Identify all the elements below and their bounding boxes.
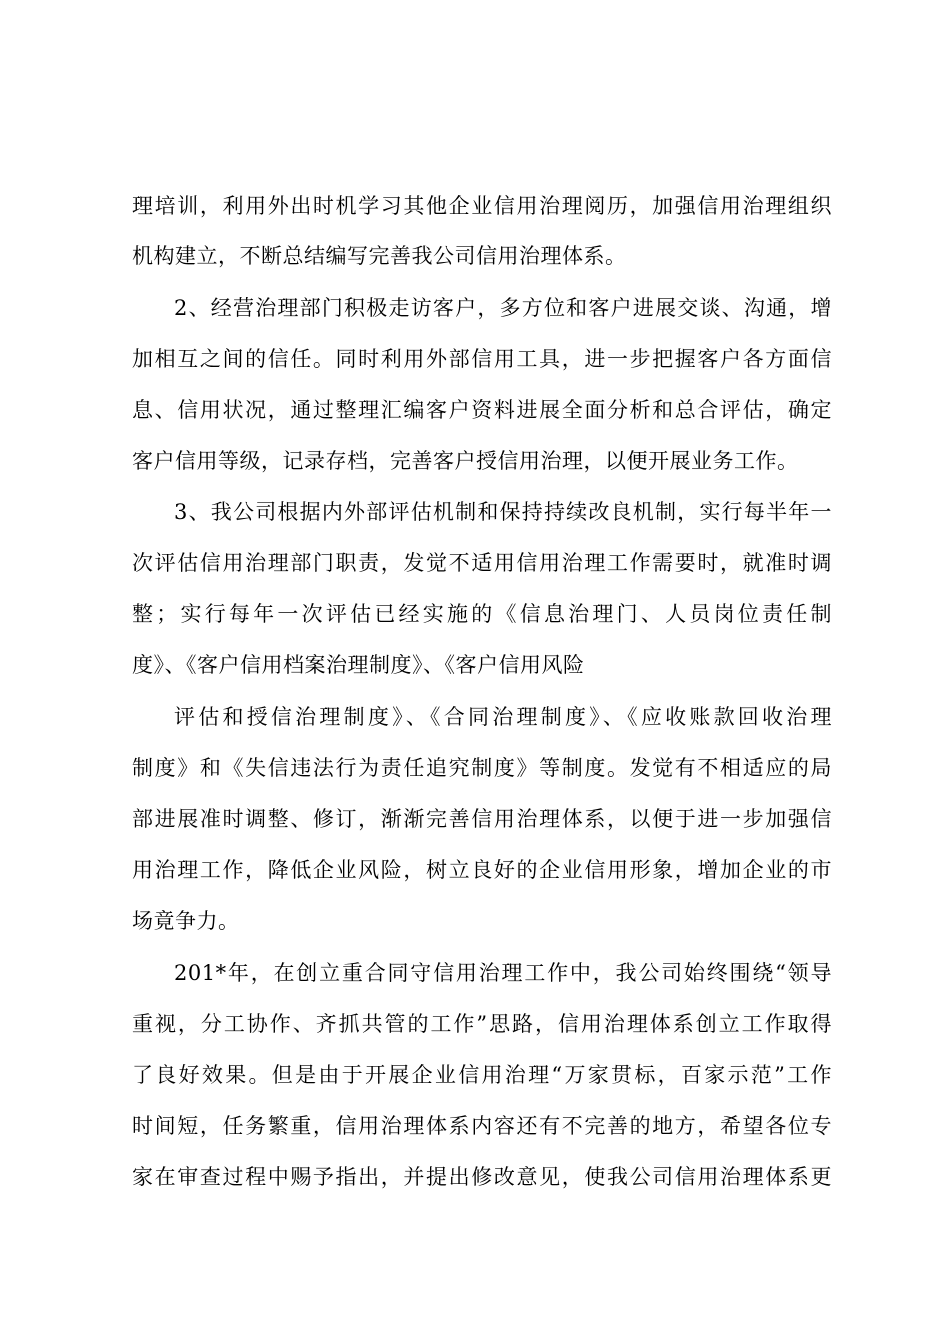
text-line: 了良好效果。但是由于开展企业信用治理“万家贯标，百家示范”工作 xyxy=(132,1063,832,1087)
text-line: 时间短，任务繁重，信用治理体系内容还有不完善的地方，希望各位专 xyxy=(132,1114,832,1138)
text-line: 度》、《客户信用档案治理制度》、《客户信用风险 xyxy=(132,653,585,677)
text-line: 重视，分工协作、齐抓共管的工作”思路，信用治理体系创立工作取得 xyxy=(132,1012,832,1036)
text-line: 家在审查过程中赐予指出，并提出修改意见，使我公司信用治理体系更 xyxy=(132,1165,832,1189)
text-line: 息、信用状况，通过整理汇编客户资料进展全面分析和总合评估，确定 xyxy=(132,398,832,422)
text-line: 次评估信用治理部门职责，发觉不适用信用治理工作需要时，就准时调 xyxy=(132,551,832,575)
text-line: 3、我公司根据内外部评估机制和保持持续改良机制，实行每半年一 xyxy=(174,500,832,524)
text-line: 加相互之间的信任。同时利用外部信用工具，进一步把握客户各方面信 xyxy=(132,347,832,371)
text-line: 场竟争力。 xyxy=(132,909,240,933)
text-line: 用治理工作，降低企业风险，树立良好的企业信用形象，增加企业的市 xyxy=(132,858,832,882)
text-line: 客户信用等级，记录存档，完善客户授信用治理，以便开展业务工作。 xyxy=(132,449,799,473)
text-line: 评估和授信治理制度》、《合同治理制度》、《应收账款回收治理 xyxy=(174,705,832,729)
text-line: 制度》和《失信违法行为责任追究制度》等制度。发觉有不相适应的局 xyxy=(132,756,832,780)
text-line: 整；实行每年一次评估已经实施的《信息治理门、人员岗位责任制 xyxy=(132,602,832,626)
text-line: 部进展准时调整、修订，渐渐完善信用治理体系，以便于进一步加强信 xyxy=(132,807,832,831)
text-line: 201*年，在创立重合同守信用治理工作中，我公司始终围绕“领导 xyxy=(174,961,832,985)
text-line: 机构建立，不断总结编写完善我公司信用治理体系。 xyxy=(132,244,627,268)
text-line: 理培训，利用外出时机学习其他企业信用治理阅历，加强信用治理组织 xyxy=(132,194,832,218)
text-line: 2、经营治理部门积极走访客户，多方位和客户进展交谈、沟通，增 xyxy=(174,296,832,320)
